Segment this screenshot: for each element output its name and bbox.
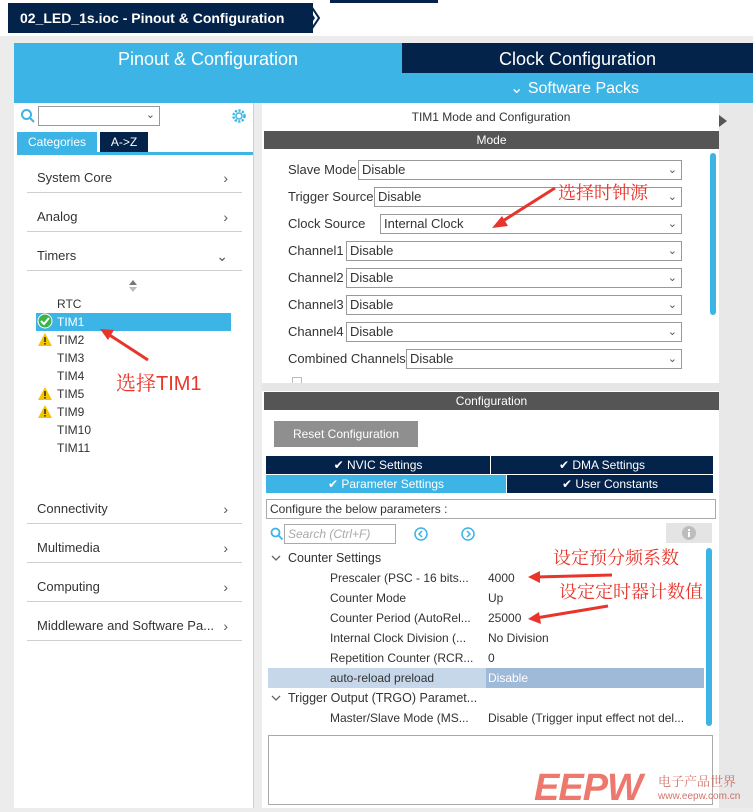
chevron-right-icon: › xyxy=(223,501,228,517)
chevron-right-icon: › xyxy=(223,540,228,556)
category-label: Middleware and Software Pa... xyxy=(37,618,215,633)
channel4-label: Channel4 xyxy=(288,324,344,339)
parameter-search-input[interactable]: Search (Ctrl+F) xyxy=(284,524,396,544)
annotation-period: 设定定时器计数值 xyxy=(559,582,703,602)
combined-channels-label: Combined Channels xyxy=(288,351,406,366)
tab-categories[interactable]: Categories xyxy=(17,132,97,152)
category-label: System Core xyxy=(37,170,113,185)
check-circle-icon: ✔ xyxy=(333,458,344,472)
panel-title: TIM1 Mode and Configuration xyxy=(411,110,571,124)
chevron-down-icon: ⌄ xyxy=(667,191,677,203)
chevron-down-icon: ⌄ xyxy=(216,248,228,264)
annotation-select-tim1: 选择TIM1 xyxy=(116,373,202,395)
chevron-down-icon: ⌄ xyxy=(667,245,677,257)
trigger-source-label: Trigger Source xyxy=(288,189,374,204)
prescaler-value[interactable]: 4000 xyxy=(488,571,515,585)
counter-period-value[interactable]: 25000 xyxy=(488,611,522,625)
annotation-arrowhead xyxy=(528,612,541,624)
clock-division-value[interactable]: No Division xyxy=(488,631,549,645)
configuration-header: Configuration xyxy=(264,392,719,410)
counter-period-label: Counter Period (AutoRel... xyxy=(330,611,471,625)
chevron-right-icon: › xyxy=(223,618,228,634)
eepw-watermark xyxy=(530,765,752,809)
annotation-arrow xyxy=(536,606,608,618)
tab-clock-configuration[interactable]: Clock Configuration xyxy=(402,43,753,73)
software-packs-label: Software Packs xyxy=(527,80,640,97)
tab-label: DMA Settings xyxy=(572,458,646,472)
chevron-right-icon: › xyxy=(223,579,228,595)
watermark-brand: EEPW xyxy=(534,767,642,809)
window-title[interactable]: 02_LED_1s.ioc - Pinout & Configuration xyxy=(8,3,313,33)
tab-label: NVIC Settings xyxy=(347,458,423,472)
clock-source-label: Clock Source xyxy=(288,216,366,231)
chevron-down-icon: ⌄ xyxy=(667,326,677,338)
repetition-counter-value[interactable]: 0 xyxy=(488,651,495,665)
watermark-cn: 电子产品世界 xyxy=(658,774,737,789)
check-circle-icon: ✔ xyxy=(561,477,572,491)
counter-mode-value[interactable]: Up xyxy=(488,591,504,605)
category-label: Timers xyxy=(37,248,77,263)
repetition-counter-label: Repetition Counter (RCR... xyxy=(330,651,474,665)
select-value: Disable xyxy=(362,162,406,177)
clock-division-label: Internal Clock Division (... xyxy=(330,631,467,645)
timer-item-tim5[interactable]: TIM5 xyxy=(57,387,85,401)
chevron-down-icon: ⌄ xyxy=(510,80,524,97)
timer-item-tim1[interactable]: TIM1 xyxy=(57,315,85,329)
timer-item-tim9[interactable]: TIM9 xyxy=(57,405,85,419)
auto-reload-preload-label: auto-reload preload xyxy=(330,671,435,685)
master-slave-mode-label: Master/Slave Mode (MS... xyxy=(330,711,469,725)
tab-label: User Constants xyxy=(575,477,659,491)
channel2-label: Channel2 xyxy=(288,270,344,285)
annotation-clock-source: 选择时钟源 xyxy=(558,183,648,203)
channel3-label: Channel3 xyxy=(288,297,344,312)
channel1-label: Channel1 xyxy=(288,243,344,258)
category-label: Multimedia xyxy=(37,540,100,555)
trigger-output-group[interactable]: Trigger Output (TRGO) Paramet... xyxy=(288,691,478,705)
timer-item-tim3[interactable]: TIM3 xyxy=(57,351,85,365)
select-value: Disable xyxy=(410,351,454,366)
timer-item-tim2[interactable]: TIM2 xyxy=(57,333,85,347)
chevron-down-icon: ⌄ xyxy=(667,218,677,230)
category-label: Analog xyxy=(37,209,78,224)
tab-a-to-z[interactable]: A->Z xyxy=(100,132,148,152)
timer-item-tim4[interactable]: TIM4 xyxy=(57,369,85,383)
counter-mode-label: Counter Mode xyxy=(330,591,407,605)
select-value: Disable xyxy=(350,270,394,285)
counter-settings-group[interactable]: Counter Settings xyxy=(288,551,382,565)
slave-mode-label: Slave Mode xyxy=(288,162,357,177)
master-slave-mode-value[interactable]: Disable (Trigger input effect not del... xyxy=(488,711,685,725)
auto-reload-preload-value[interactable]: Disable xyxy=(488,671,529,685)
category-label: Computing xyxy=(37,579,100,594)
timer-item-rtc[interactable]: RTC xyxy=(57,297,82,311)
annotation-arrowhead xyxy=(100,329,114,340)
chevron-down-icon: ⌄ xyxy=(667,353,677,365)
select-value: Internal Clock xyxy=(384,216,464,231)
annotation-prescaler: 设定预分频系数 xyxy=(553,548,679,568)
mode-header: Mode xyxy=(264,131,719,149)
params-header: Configure the below parameters : xyxy=(266,499,716,519)
check-circle-icon: ✔ xyxy=(558,458,569,472)
chevron-down-icon: ⌄ xyxy=(667,272,677,284)
annotation-arrow xyxy=(498,188,555,224)
prescaler-label: Prescaler (PSC - 16 bits... xyxy=(330,571,469,585)
select-value: Disable xyxy=(350,324,394,339)
chevron-down-icon: ⌄ xyxy=(145,109,155,121)
chevron-right-icon: › xyxy=(223,209,228,225)
chevron-down-icon: ⌄ xyxy=(667,164,677,176)
annotation-arrow xyxy=(536,575,612,577)
select-value: Disable xyxy=(350,297,394,312)
select-value: Disable xyxy=(378,189,422,204)
reset-configuration-button[interactable]: Reset Configuration xyxy=(274,421,418,447)
category-label: Connectivity xyxy=(37,501,108,516)
tab-pinout-configuration[interactable]: Pinout & Configuration xyxy=(117,49,299,69)
timer-item-tim10[interactable]: TIM10 xyxy=(57,423,92,437)
watermark-url: www.eepw.com.cn xyxy=(658,791,741,802)
select-value: Disable xyxy=(350,243,394,258)
tab-label: Parameter Settings xyxy=(341,477,445,491)
check-circle-icon: ✔ xyxy=(327,477,338,491)
timer-item-tim11[interactable]: TIM11 xyxy=(57,441,91,455)
chevron-down-icon: ⌄ xyxy=(667,299,677,311)
chevron-right-icon: › xyxy=(223,170,228,186)
annotation-arrowhead xyxy=(528,571,540,583)
annotation-arrow xyxy=(108,334,148,360)
